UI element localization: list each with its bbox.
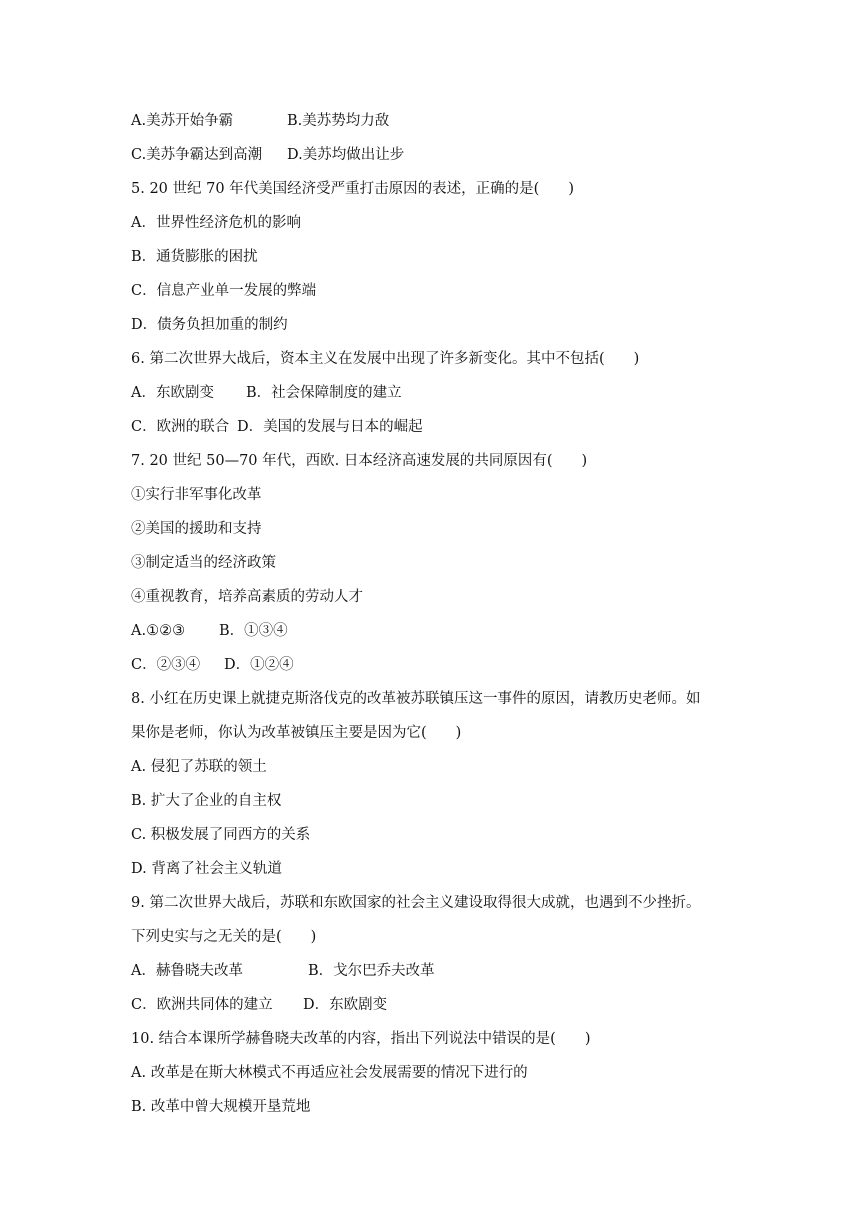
option-c: C．欧洲的联合 bbox=[131, 419, 230, 435]
statement-1: ①实行非军事化改革 bbox=[131, 487, 262, 503]
option-d: D. 背离了社会主义轨道 bbox=[131, 861, 282, 877]
option-a: A．世界性经济危机的影响 bbox=[131, 215, 301, 231]
option-b: B.美苏势均力敌 bbox=[287, 113, 390, 129]
option-b: B. 扩大了企业的自主权 bbox=[131, 793, 282, 809]
option-a: A．东欧剧变 bbox=[131, 385, 214, 401]
question-6: 6. 第二次世界大战后，资本主义在发展中出现了许多新变化。其中不包括( ) bbox=[131, 351, 640, 367]
option-a: A. 侵犯了苏联的领土 bbox=[131, 759, 267, 775]
question-8: 8. 小红在历史课上就捷克斯洛伐克的改革被苏联镇压这一事件的原因，请教历史老师。如 bbox=[131, 691, 701, 707]
statement-2: ②美国的援助和支持 bbox=[131, 521, 262, 537]
option-d: D．美国的发展与日本的崛起 bbox=[237, 419, 423, 435]
question-8-cont: 果你是老师，你认为改革被镇压主要是因为它( ) bbox=[131, 725, 462, 741]
option-b: B．①③④ bbox=[219, 623, 288, 639]
option-b: B．社会保障制度的建立 bbox=[246, 385, 402, 401]
option-c: C．欧洲共同体的建立 bbox=[131, 997, 273, 1013]
statement-4: ④重视教育，培养高素质的劳动人才 bbox=[131, 589, 363, 605]
option-c: C.美苏争霸达到高潮 bbox=[131, 147, 263, 163]
option-b: B．戈尔巴乔夫改革 bbox=[308, 963, 435, 979]
option-b: B. 改革中曾大规模开垦荒地 bbox=[131, 1099, 311, 1115]
question-9: 9. 第二次世界大战后，苏联和东欧国家的社会主义建设取得很大成就，也遇到不少挫折。 bbox=[131, 895, 701, 911]
option-b: B．通货膨胀的困扰 bbox=[131, 249, 258, 265]
option-c: C．②③④ bbox=[131, 657, 201, 673]
question-9-cont: 下列史实与之无关的是( ) bbox=[131, 929, 317, 945]
option-a: A.①②③ bbox=[131, 623, 186, 639]
question-7: 7. 20 世纪 50—70 年代，西欧. 日本经济高速发展的共同原因有( ) bbox=[131, 453, 588, 469]
option-a: A．赫鲁晓夫改革 bbox=[131, 963, 243, 979]
option-a: A.美苏开始争霸 bbox=[131, 113, 234, 129]
option-c: C．信息产业单一发展的弊端 bbox=[131, 283, 317, 299]
option-a: A. 改革是在斯大林模式不再适应社会发展需要的情况下进行的 bbox=[131, 1065, 528, 1081]
option-d: D．①②④ bbox=[224, 657, 294, 673]
option-c: C. 积极发展了同西方的关系 bbox=[131, 827, 311, 843]
question-5: 5. 20 世纪 70 年代美国经济受严重打击原因的表述，正确的是( ) bbox=[131, 181, 574, 197]
question-10: 10. 结合本课所学赫鲁晓夫改革的内容，指出下列说法中错误的是( ) bbox=[131, 1031, 591, 1047]
option-d: D.美苏均做出让步 bbox=[287, 147, 405, 163]
option-d: D．东欧剧变 bbox=[303, 997, 388, 1013]
statement-3: ③制定适当的经济政策 bbox=[131, 555, 276, 571]
option-d: D．债务负担加重的制约 bbox=[131, 317, 288, 333]
